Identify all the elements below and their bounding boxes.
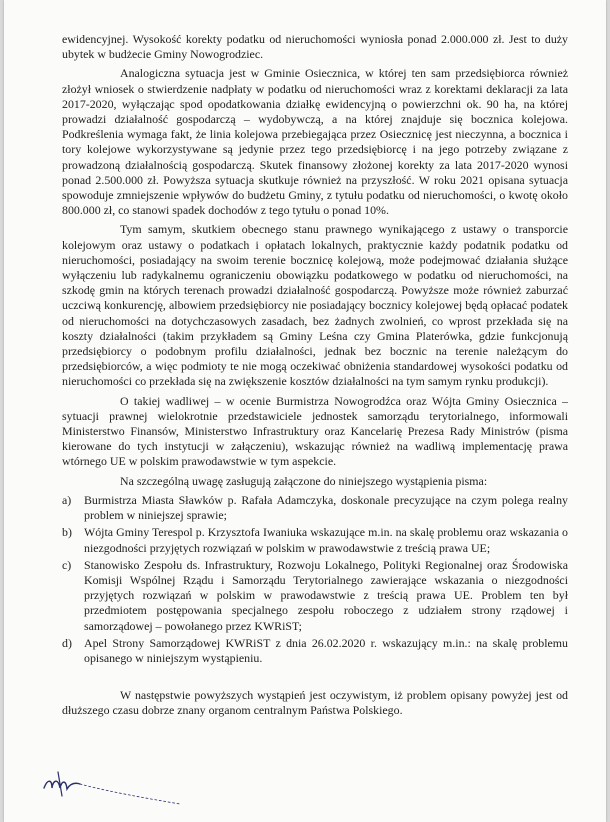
list-marker: c): [62, 557, 72, 572]
paragraph-1: ewidencyjnej. Wysokość korekty podatku od nieruchomości wyniosła ponad 2.000.000 zł. Jest to duży ubytek w budżecie Gminy Nowogrodziec.: [62, 32, 568, 62]
list-marker: b): [62, 525, 72, 540]
closing-paragraph: W następstwie powyższych wystąpień jest oczywistym, iż problem opisany powyżej jest od dłuższego czasu dobrze znany organom centralnym Państwa Polskiego.: [62, 688, 568, 718]
spacer: [62, 670, 568, 688]
list-item: [62, 558, 568, 634]
list-item-text: Burmistrza Miasta Sławków p. Rafała Adamczyka, doskonale precyzujące na czym polega realny problem w niniejszej sprawie;: [84, 492, 568, 523]
list-item: [62, 525, 568, 555]
list-marker: d): [62, 635, 72, 650]
list-item: [62, 636, 568, 666]
paragraph-5: Na szczególną uwagę zasługują załączone do niniejszego wystąpienia pisma:: [120, 473, 488, 488]
paragraph-2: Analogiczna sytuacja jest w Gminie Osiecznica, w której ten sam przedsiębiorca również złożył wniosek o stwierdzenie nadpłaty w podatku od nieruchomości wraz z korektami deklaracji za lata 2017-2020, wyłączając spod opodatkowania działkę ewidencyjną o powierzchni ok. 90 ha, na której prowadzi działalność gospodarczą – wydobywczą, a na której znajduje się bocznica kolejowa. Podkreślenia wymaga fakt, że linia kolejowa przebiegająca przez Osiecznicę jest nieczynna, a bocznica i tory kolejowe wykorzystywane są jedynie przez tego przedsiębiorcę i na jego potrzeby związane z prowadzoną działalnością gospodarczą. Skutek finansowy złożonej korekty za lata 2017-2020 wynosi ponad 2.500.000 zł. Powyższa sytuacja skutkuje również na przyszłość. W roku 2021 opisana sytuacja spowoduje zmniejszenie wpływów do budżetu Gminy, z tytułu podatku od nieruchomości, o kwotę około 800.000 zł, co stanowi spadek dochodów z tego tytułu o ponad 10%.: [62, 66, 568, 218]
attachments-list: [62, 493, 568, 666]
list-item-text: Apel Strony Samorządowej KWRiST z dnia 26.02.2020 r. wskazujący m.in.: na skalę problemu opisanego w niniejszym wystąpieniu.: [84, 635, 568, 665]
list-item-text: Wójta Gminy Terespol p. Krzysztofa Iwaniuka wskazujące m.in. na skalę problemu oraz wskazania o niezgodności przyjętych rozwiązań w polskim w prawodawstwie z treścią prawa UE;: [84, 525, 568, 555]
handwritten-initials-icon: [40, 758, 190, 810]
document-body: [62, 32, 568, 723]
list-item-text: Stanowisko Zespołu ds. Infrastruktury, Rozwoju Lokalnego, Polityki Regionalnej oraz Środowiska Komisji Wspólnej Rządu i Samorządu Terytorialnego zawierające wskazania o niezgodności przyjętych rozwiązań w polskim w prawodawstwie z treścią prawa UE. Problem ten był przedmiotem postępowania specjalnego zespołu roboczego z udziałem strony rządowej i samorządowej – powołanego przez KWRiST;: [84, 557, 568, 633]
paragraph-3: Tym samym, skutkiem obecnego stanu prawnego wynikającego z ustawy o transporcie kolejowym oraz ustawy o podatkach i opłatach lokalnych, praktycznie każdy podatnik podatku od nieruchomości, posiadający na swoim terenie bocznicę kolejową, może podejmować działania służące wyłączeniu lub radykalnemu ograniczeniu obowiązku podatkowego w podatku od nieruchomości, na szkodę gmin na których terenach prowadzi działalność gospodarczą. Powyższe może również zaburzać uczciwą konkurencję, albowiem przedsiębiorcy nie posiadający bocznicy kolejowej będą opłacać podatek od nieruchomości na dotychczasowych zasadach, bez żadnych zwolnień, co wprost przekłada się na koszty działalności (takim przykładem są Gminy Leśna czy Gmina Platerówka, gdzie funkcjonują przedsiębiorcy o podobnym profilu działalności, jednak bez bocznic na terenie należącym do przedsiębiorców, a więc podmioty te nie mogą oczekiwać obniżenia standardowej wysokości podatku od nieruchomości co przekłada się na zwiększenie kosztów działalności na tym samym rynku produkcji).: [62, 222, 568, 389]
paragraph-4: O takiej wadliwej – w ocenie Burmistrza Nowogrodźca oraz Wójta Gminy Osiecznica – sytuacji prawnej wielokrotnie przedstawiciele jednostek samorządu terytorialnego, informowali Ministerstwo Finansów, Ministerstwo Infrastruktury oraz Kancelarię Prezesa Rady Ministrów (pisma kierowane do tych instytucji w załączeniu), wskazując również na wadliwą implementację prawa wtórnego UE w polskim prawodawstwie w tym aspekcie.: [62, 393, 568, 469]
list-marker: a): [62, 492, 72, 507]
list-item: [62, 493, 568, 523]
document-page: [4, 0, 606, 822]
